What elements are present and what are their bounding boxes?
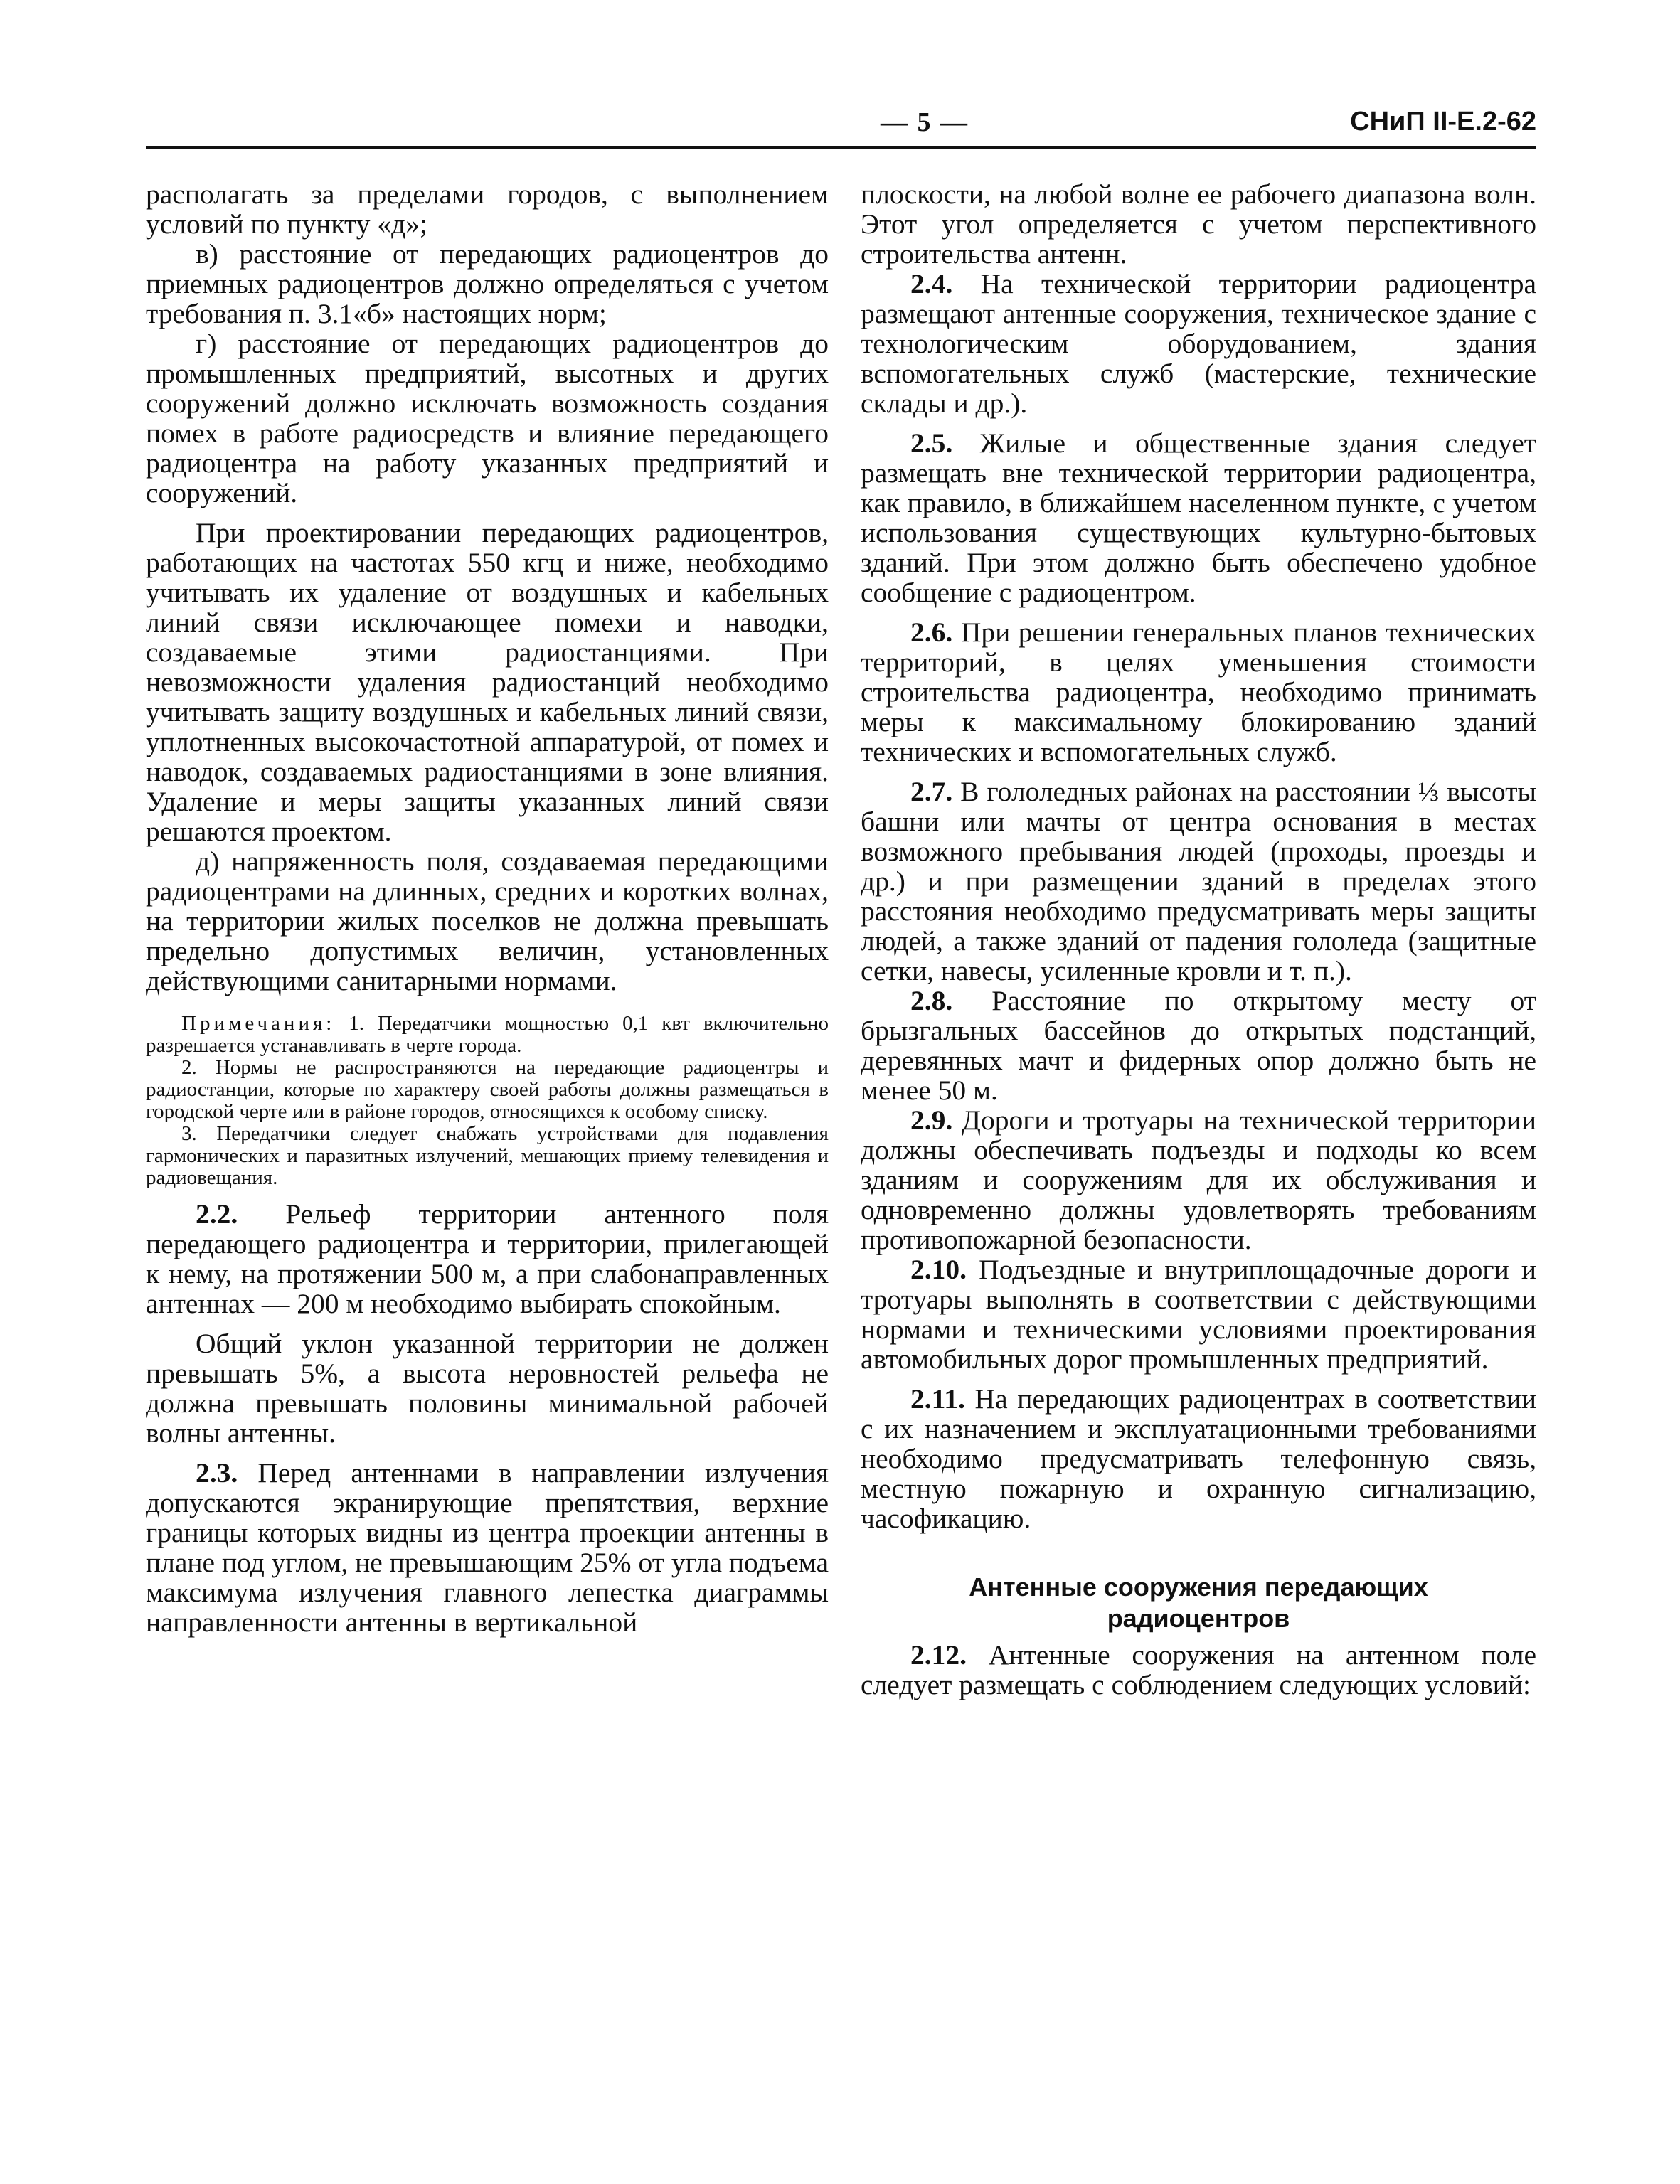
clause-text: В гололедных районах на расстоянии ⅓ высоты башни или мачты от центра основания в местах возможного пребывания людей (проходы, проезды и др.) и при размещении зданий в пределах этого расстояния необходимо предусматривать меры защиты людей, а также зданий от падения гололеда (защитные сетки, навесы, усиленные кровли и т. п.).: [861, 776, 1536, 986]
clause-2-4: [861, 269, 1536, 418]
clause-text: Подъездные и внутриплощадочные дороги и тротуары выполнять в соответствии с действующими нормами и техническими условиями проектирования автомобильных дорог промышленных предприятий.: [861, 1254, 1536, 1375]
clause-number: 2.12.: [910, 1639, 967, 1671]
note-3: 3. Передатчики следует снабжать устройствами для подавления гармонических и паразитных излучений, мешающих приему телевидения и радиовещания.: [146, 1122, 829, 1189]
clause-2-10: [861, 1255, 1536, 1374]
section-title: Антенные сооружения передающих радиоцентров: [969, 1572, 1428, 1633]
clause-number: 2.6.: [910, 617, 953, 648]
clause-number: 2.3.: [196, 1457, 238, 1488]
clause-text: Перед антеннами в направлении излучения допускаются экранирующие препятствия, верхние границы которых видны из центра проекции антенны в плане под углом, не превышающим 25% от угла подъема максимума излучения главного лепестка диаграммы направленности антенны в вертикальной: [146, 1457, 829, 1638]
paragraph: Общий уклон указанной территории не должен превышать 5%, а высота неровностей рельефа не должна превышать половины минимальной рабочей волны антенны.: [146, 1328, 829, 1449]
page-number: — 5 —: [881, 107, 969, 137]
document-code: СНиП II-Е.2-62: [1350, 107, 1536, 137]
note-2: 2. Нормы не распространяются на передающие радиоцентры и радиостанции, которые по характеру своей работы должны размещаться в городской черте или в районе городов, относящихся к особому списку.: [146, 1056, 829, 1123]
clause-2-8: [861, 986, 1536, 1105]
left-column: [146, 179, 829, 1637]
clause-text: Дороги и тротуары на технической территории должны обеспечивать подъезды и подходы ко всем зданиям и сооружениям для их обслуживания и одновременно должны удовлетворять требованиям противопожарной безопасности.: [861, 1104, 1536, 1255]
clause-text: Рельеф территории антенного поля передающего радиоцентра и территории, прилегающей к нему, на протяжении 500 м, а при слабонаправленных антеннах — 200 м необходимо выбирать спокойным.: [146, 1198, 829, 1319]
clause-2-12: [861, 1640, 1536, 1700]
clause-2-2: [146, 1199, 829, 1319]
clause-number: 2.11.: [910, 1383, 965, 1415]
notes-label: Примечания:: [181, 1012, 336, 1035]
clause-text: Антенные сооружения на антенном поле следует размещать с соблюдением следующих условий:: [861, 1639, 1536, 1700]
paragraph: располагать за пределами городов, с выполнением условий по пункту «д»;: [146, 179, 829, 240]
header-rule: [146, 146, 1536, 149]
clause-2-5: [861, 428, 1536, 607]
clause-text: Жилые и общественные здания следует размещать вне технической территории радиоцентра, как правило, в ближайшем населенном пункте, с учетом использования существующих культурно-бытовых зданий. При этом должно быть обеспечено удобное сообщение с радиоцентром.: [861, 427, 1536, 608]
clause-number: 2.4.: [910, 268, 953, 299]
clause-number: 2.7.: [910, 776, 953, 807]
paragraph: г) расстояние от передающих радиоцентров до промышленных предприятий, высотных и других сооружений должно исключать возможность создания помех в работе радиосредств и влияние передающего радиоцентра на работу указанных предприятий и сооружений.: [146, 328, 829, 508]
clause-text: Расстояние по открытому месту от брызгальных бассейнов до открытых подстанций, деревянных мачт и фидерных опор должно быть не менее 50 м.: [861, 985, 1537, 1106]
paragraph: При проектировании передающих радиоцентров, работающих на частотах 550 кгц и ниже, необходимо учитывать их удаление от воздушных и кабельных линий связи исключающее помехи и наводки, создаваемые этими радиостанциями. При невозможности удаления радиостанций необходимо учитывать защиту воздушных и кабельных линий связи, уплотненных высокочастотной аппаратурой, от помех и наводок, создаваемых радиостанциями в зоне влияния. Удаление и меры защиты указанных линий связи решаются проектом.: [146, 517, 829, 847]
clause-2-11: [861, 1384, 1536, 1533]
page-header: [146, 107, 1536, 149]
paragraph: д) напряженность поля, создаваемая передающими радиоцентрами на длинных, средних и коротких волнах, на территории жилых поселков не должна превышать предельно допустимых величин, установленных действующими санитарными нормами.: [146, 846, 829, 996]
clause-2-6: [861, 617, 1536, 767]
clause-text: На технической территории радиоцентра размещают антенные сооружения, техническое здание с технологическим оборудованием, здания вспомогательных служб (мастерские, технические склады и др.).: [861, 268, 1537, 419]
clause-number: 2.9.: [910, 1104, 953, 1136]
note-1: [146, 1013, 829, 1057]
paragraph: плоскости, на любой волне ее рабочего диапазона волн. Этот угол определяется с учетом перспективного строительства антенн.: [861, 179, 1536, 270]
clause-text: При решении генеральных планов технических территорий, в целях уменьшения стоимости строительства радиоцентра, необходимо принимать меры к максимальному блокированию зданий технических и вспомогательных служб.: [861, 617, 1536, 767]
clause-number: 2.5.: [910, 427, 953, 459]
notes-block: [146, 1013, 829, 1189]
clause-number: 2.8.: [910, 985, 953, 1016]
right-column: [861, 179, 1536, 1700]
clause-2-3: [146, 1458, 829, 1637]
clause-2-9: [861, 1105, 1536, 1255]
paragraph: в) расстояние от передающих радиоцентров до приемных радиоцентров должно определяться с учетом требования п. 3.1«б» настоящих норм;: [146, 238, 829, 329]
clause-number: 2.10.: [910, 1254, 967, 1285]
clause-2-7: [861, 777, 1536, 986]
clause-number: 2.2.: [196, 1198, 238, 1230]
clause-text: На передающих радиоцентрах в соответствии с их назначением и эксплуатационными требованиями необходимо предусматривать телефонную связь, местную пожарную и охранную сигнализацию, часофикацию.: [861, 1383, 1536, 1534]
note-text: 1. Передатчики мощностью 0,1 квт включительно разрешается устанавливать в черте города.: [146, 1012, 829, 1057]
